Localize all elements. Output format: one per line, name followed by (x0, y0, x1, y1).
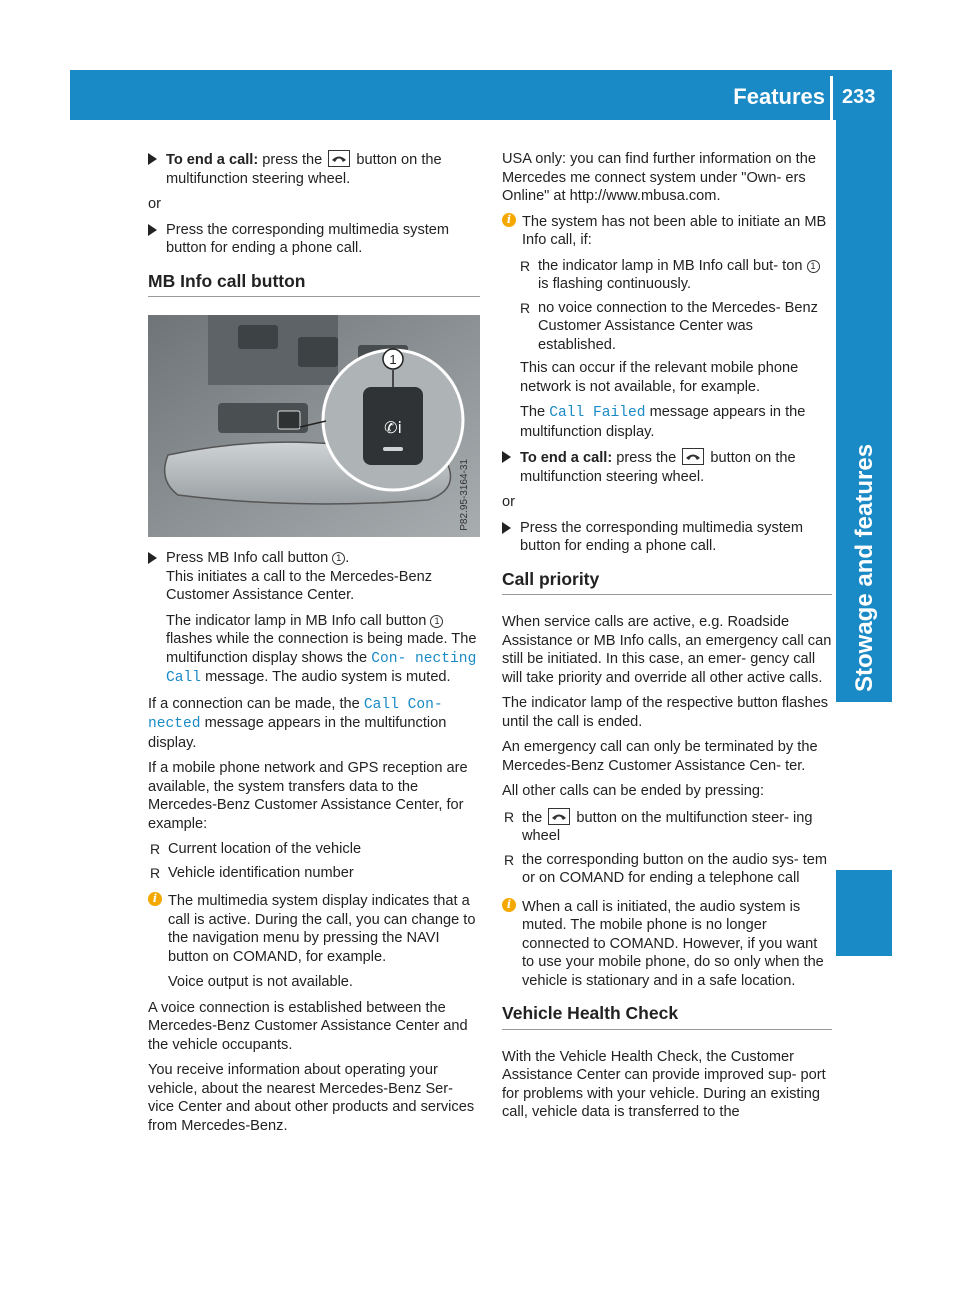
gps-paragraph: If a mobile phone network and GPS reception are available, the system transfers data to the Mercedes-Benz Customer Assistance Center, for example: (148, 760, 468, 832)
bullet-icon: R (520, 299, 531, 316)
heading-vehicle-health-check: Vehicle Health Check (502, 1003, 679, 1023)
display-message-call-connected: Call Con‐ nected (148, 696, 443, 732)
heading-rule (148, 296, 480, 297)
left-column (148, 150, 480, 1142)
usa-paragraph: USA only: you can find further information on the Mercedes me connect system under "Own- ers Online" at http://www.mbusa.com. (502, 151, 816, 204)
step-text: This initiates a call to the Mercedes-Benz Customer Assistance Center. (166, 568, 433, 603)
voice-output-note: Voice output is not available. (168, 974, 353, 990)
page-header-bar (70, 70, 892, 120)
voice-connection-paragraph: A voice connection is established between the Mercedes-Benz Customer Assistance Center and the vehicle occupants. (148, 999, 468, 1053)
list-item (504, 808, 832, 846)
step-press-button (148, 221, 480, 258)
note-text: The multimedia system display indicates that a call is active. During the call, you can change to the navigation menu by pressing the NAVI button on COMAND, for example. (168, 893, 476, 965)
svg-text:✆i: ✆i (384, 418, 402, 437)
bullet-icon: R (504, 851, 515, 868)
list-item (520, 299, 832, 355)
chapter-tab-label: Stowage and features (851, 443, 878, 692)
step-text: button on the multifunction steering wheel. (520, 450, 796, 485)
priority-paragraph-4: All other calls can be ended by pressing: (502, 783, 765, 799)
receive-info-paragraph: You receive information about operating your vehicle, about the nearest Mercedes-Benz Ser- vice Center and about other products and services from Mercedes-Benz. (148, 1062, 475, 1134)
info-note-muted (502, 898, 832, 991)
callout-1-icon: 1 (807, 260, 820, 273)
body-text: message appears in the multifunction display. (520, 404, 806, 440)
chapter-marker-block (836, 870, 892, 956)
display-message-connecting-call: Con‐ necting Call (166, 650, 477, 686)
step-end-call (502, 448, 832, 486)
priority-paragraph-3: An emergency call can only be terminated by the Mercedes-Benz Customer Assistance Cen- ter. (502, 739, 818, 774)
list-item (504, 851, 832, 888)
priority-paragraph-2: The indicator lamp of the respective button flashes until the call is ended. (502, 695, 829, 730)
step-text: Press the corresponding multimedia system button for ending a phone call. (166, 221, 450, 256)
step-press-mb-info (148, 549, 480, 605)
list-item-text: is flashing continuously. (538, 276, 692, 292)
step-arrow-icon (148, 224, 157, 236)
info-icon: i (502, 213, 516, 227)
or-text: or (502, 494, 515, 510)
list-item-text: the corresponding button on the audio sys- tem or on COMAND for ending a telephone call (522, 851, 828, 886)
figure-callout: 1 (389, 352, 397, 367)
health-paragraph: With the Vehicle Health Check, the Customer Assistance Center can provide improved sup- port for problems with your vehicle. During an existing call, vehicle data is transferred to the (502, 1048, 826, 1120)
page-number: 233 (842, 86, 876, 108)
step-text: . (345, 550, 350, 566)
list-item-text: the indicator lamp in MB Info call but- ton (538, 257, 803, 274)
heading-mb-info-call-button: MB Info call button (148, 270, 306, 291)
list-item-text: button on the multifunction steer- ing wheel (522, 809, 813, 844)
body-text: message. The audio system is muted. (205, 669, 451, 685)
list-item (150, 840, 480, 859)
bullet-icon: R (520, 257, 531, 274)
mb-info-call-button-photo (148, 315, 480, 537)
bullet-icon: R (150, 841, 161, 857)
body-text: The indicator lamp in MB Info call button (166, 612, 427, 629)
heading-call-priority: Call priority (502, 568, 600, 589)
hang-up-icon (682, 448, 704, 465)
header-separator (830, 76, 833, 120)
list-item (520, 257, 832, 294)
body-text: The (520, 404, 546, 420)
step-text: Press the corresponding multimedia system button for ending a phone call. (520, 519, 804, 554)
list-item-text: no voice connection to the Mercedes- Benz Customer Assistance Center was established. (538, 299, 818, 353)
list-item-text: Current location of the vehicle (168, 841, 362, 857)
step-arrow-icon (148, 153, 157, 165)
step-arrow-icon (502, 451, 511, 463)
overhead-console-illustration (148, 315, 480, 537)
body-text: message appears in the multifunction display. (148, 715, 447, 751)
section-title: Features (733, 84, 825, 109)
step-arrow-icon (502, 522, 511, 534)
bullet-icon: R (504, 808, 515, 825)
heading-rule (502, 594, 832, 595)
bullet-icon: R (150, 864, 161, 881)
step-label: To end a call: (520, 450, 613, 466)
list-item-text: the (522, 809, 543, 826)
connected-paragraph (148, 695, 480, 753)
indicator-paragraph (148, 612, 480, 688)
right-column (502, 150, 832, 1129)
call-failed-paragraph (502, 403, 832, 441)
occur-paragraph: This can occur if the relevant mobile phone network is not available, for example. (520, 360, 799, 395)
info-note-not-initiated (502, 213, 832, 250)
step-text: press the (616, 450, 677, 466)
info-icon: i (502, 898, 516, 912)
step-text: Press MB Info call button (166, 550, 329, 566)
note-text: When a call is initiated, the audio system is muted. The mobile phone is no longer connected to COMAND. However, if you want to use your mobile phone, do so only when the vehicle is stationary and in a safe location. (522, 898, 824, 989)
info-icon: i (148, 892, 162, 906)
step-label: To end a call: (166, 152, 259, 168)
list-item-text: Vehicle identification number (168, 864, 354, 881)
step-arrow-icon (148, 552, 157, 564)
callout-1-icon: 1 (430, 615, 443, 628)
step-text: press the (262, 152, 323, 168)
callout-1-icon: 1 (332, 552, 345, 565)
step-press-button (502, 519, 832, 556)
step-end-call (148, 150, 480, 188)
display-message-call-failed: Call Failed (549, 405, 646, 421)
hang-up-icon (548, 808, 570, 825)
note-text: The system has not been able to initiate an MB Info call, if: (522, 213, 827, 248)
heading-rule (502, 1029, 832, 1030)
priority-paragraph-1: When service calls are active, e.g. Roadside Assistance or MB Info calls, an emergency call can still be initiated. In this case, an emer- gency call will take priority and override all other active calls. (502, 614, 832, 686)
step-text: button on the multifunction steering wheel. (166, 152, 442, 187)
info-note-navigation (148, 892, 480, 966)
list-item (150, 864, 480, 883)
hang-up-icon (328, 150, 350, 167)
body-text: If a connection can be made, the (148, 695, 360, 712)
figure-code: P82.95-3164-31 (458, 459, 470, 531)
or-text: or (148, 196, 161, 212)
body-text: flashes while the connection is being made. The multifunction display shows the (166, 631, 477, 666)
